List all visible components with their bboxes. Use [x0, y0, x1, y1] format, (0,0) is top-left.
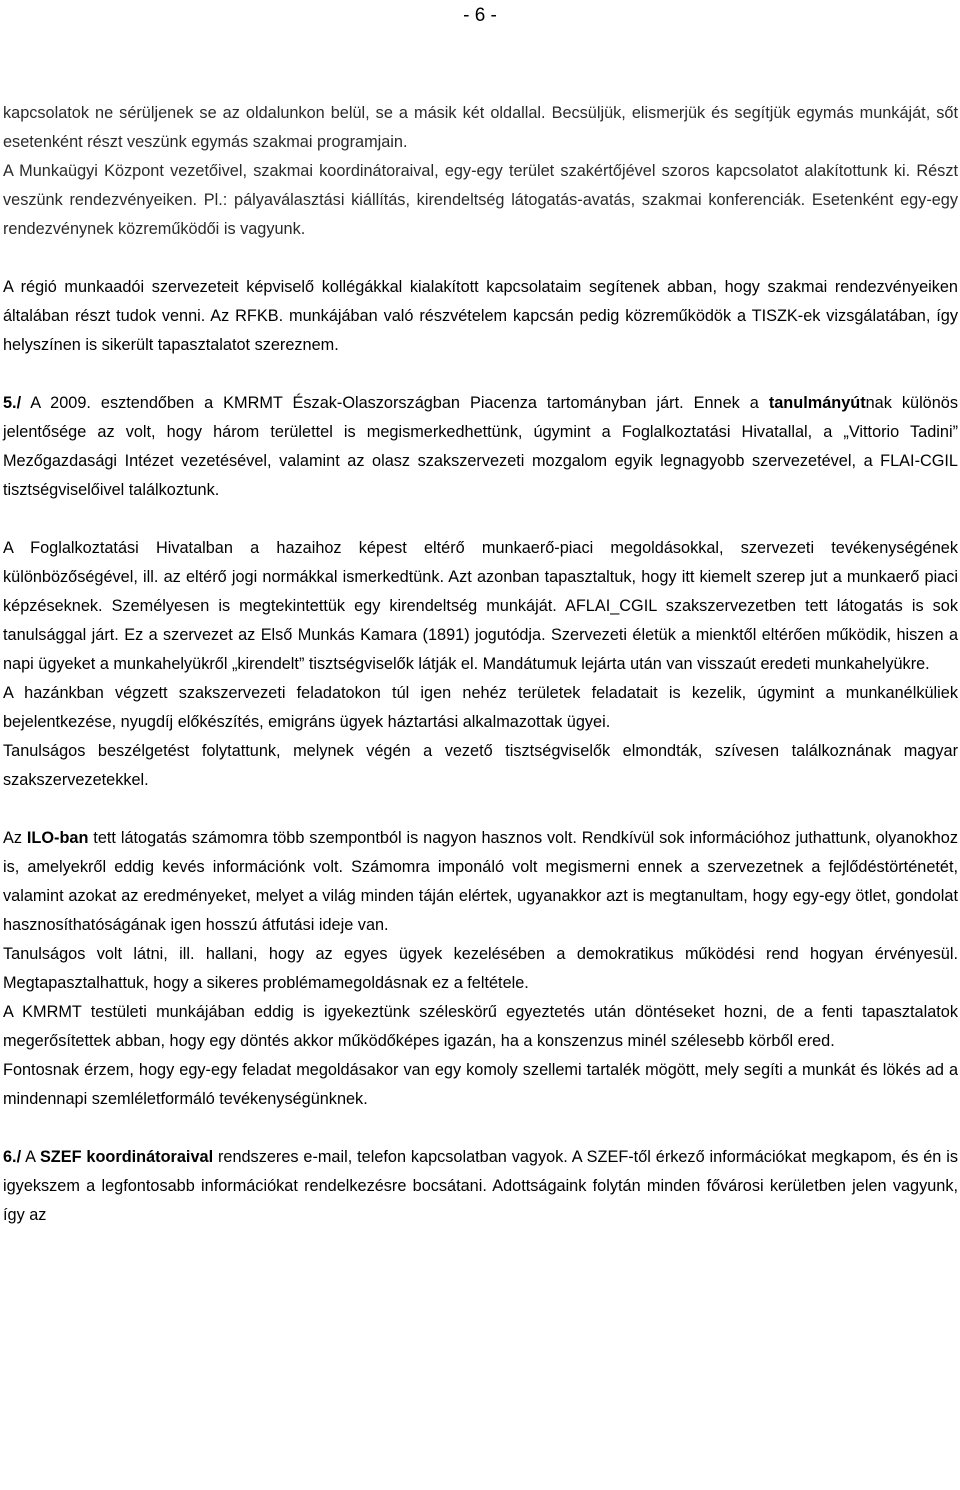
ilo-text-a: Az — [3, 829, 27, 847]
ilo-bold: ILO-ban — [26, 829, 89, 847]
ilo-text-b: tett látogatás számomra több szempontból is nagyon hasznos volt. Rendkívül sok információhoz juthattunk, olyanokhoz is, amelyekről eddig kevés információnk volt. Számomra imponáló volt megismerni ennek a szervezetnek a fejlődéstörténetét, valamint azokat az eredményeket, melyet a világ minden táján elértek, ugyanakkor azt is megtanultam, hogy egy-egy ötlet, gondolat hasznosíthatóságának igen hosszú átfutási ideje van. — [3, 829, 958, 934]
paragraph-employment-office: A Foglalkoztatási Hivatalban a hazaihoz képest eltérő munkaerő-piaci megoldásokkal, szervezeti tevékenységének különbözőségével, ill. az eltérő jogi normákkal ismerkedtünk. Azt azonban tapasztaltuk, hogy itt kiemelt szerep jut a munkaerő piaci képzéseknek. Személyesen is megtekintettük egy kirendeltség munkáját. AFLAI_CGIL szakszervezetben tett látogatás is sok tanulsággal járt. Ez a szervezet az Első Munkás Kamara (1891) jogutódja. Szervezeti életük a mienktől eltérően működik, hiszen a napi ügyeket a munkahelyükről „kirendelt” tisztségviselők látják el. Mandátumuk lejárta után van visszaút eredeti munkahelyükre. — [3, 539, 958, 673]
page-number: - 6 - — [463, 5, 497, 26]
paragraph-ilo — [3, 824, 958, 940]
section-5-bold: tanulmányút — [768, 394, 866, 412]
paragraph-labor-center: A Munkaügyi Központ vezetőivel, szakmai koordinátoraival, egy-egy terület szakértőjével szoros kapcsolatot alakítottunk ki. Részt veszünk rendezvényeiken. Pl.: pályaválasztási kiállítás, kirendeltség látogatás-avatás, szakmai konferenciák. Esetenként egy-egy rendezvénynek közreműködői is vagyunk. — [3, 162, 958, 238]
paragraph-relations: kapcsolatok ne sérüljenek se az oldalunkon belül, se a másik két oldallal. Becsüljük, elismerjük és segítjük egymás munkáját, sőt esetenként részt veszünk egymás szakmai programjain. — [3, 104, 958, 151]
section-number-6: 6./ — [3, 1148, 22, 1166]
paragraph-democratic: Tanulságos volt látni, ill. hallani, hogy az egyes ügyek kezelésében a demokratikus működési rend hogyan érvényesül. Megtapasztalhattuk, hogy a sikeres problémamegoldásnak ez a feltétele. — [3, 945, 958, 992]
paragraph-employers: A régió munkaadói szervezeteit képviselő kollégákkal kialakított kapcsolataim segítenek abban, hogy szakmai rendezvényeiken általában részt tudok venni. Az RFKB. munkájában való részvételem kapcsán pedig közreműködök a TISZK-ek vizsgálatában, így helyszínen is sikerült tapasztalatot szereznem. — [3, 278, 958, 354]
section-5-text-b: nak különös jelentősége az volt, hogy három területtel is megismerkedhettünk, úgymint a Foglalkoztatási Hivatallal, a „Vittorio Tadini” Mezőgazdasági Intézet vezetésével, valamint az olasz szakszervezeti mozgalom egyik legnagyobb szervezetével, a FLAI-CGIL tisztségviselőivel találkoztunk. — [3, 394, 958, 499]
section-5-text-a: A 2009. esztendőben a KMRMT Észak-Olaszországban Piacenza tartományban járt. Ennek a — [21, 394, 769, 412]
paragraph-section-5 — [3, 389, 958, 505]
section-6-text-a: A — [21, 1148, 40, 1166]
section-number-5: 5./ — [3, 394, 22, 412]
paragraph-conversation: Tanulságos beszélgetést folytattunk, melynek végén a vezető tisztségviselők elmondták, szívesen találkoznának magyar szakszervezetekkel. — [3, 742, 958, 789]
section-6-bold: SZEF koordinátoraival — [39, 1148, 214, 1166]
paragraph-important: Fontosnak érzem, hogy egy-egy feladat megoldásakor van egy komoly szellemi tartalék mögött, mely segíti a munkát és lökés ad a mindennapi szemléletformáló tevékenységünknek. — [3, 1061, 958, 1108]
paragraph-kmrmt: A KMRMT testületi munkájában eddig is igyekeztünk széleskörű egyeztetés után döntéseket hozni, de a fenti tapasztalatok megerősítettek abban, hogy egy döntés akkor működőképes igazán, ha a konszenzus minél szélesebb körből ered. — [3, 1003, 958, 1050]
paragraph-union-tasks: A hazánkban végzett szakszervezeti feladatokon túl igen nehéz területek feladatait is kezelik, úgymint a munkanélküliek bejelentkezése, nyugdíj előkészítés, emigráns ügyek háztartási alkalmazottak ügyei. — [3, 684, 958, 731]
paragraph-section-6 — [3, 1143, 958, 1230]
section-6-text-b: rendszeres e-mail, telefon kapcsolatban vagyok. A SZEF-től érkező információkat megkapom, és én is igyekszem a legfontosabb információkat rendelkezésre bocsátani. Adottságaink folytán minden fővárosi kerületben jelen vagyunk, így az — [3, 1148, 958, 1224]
document-body — [3, 99, 958, 1230]
